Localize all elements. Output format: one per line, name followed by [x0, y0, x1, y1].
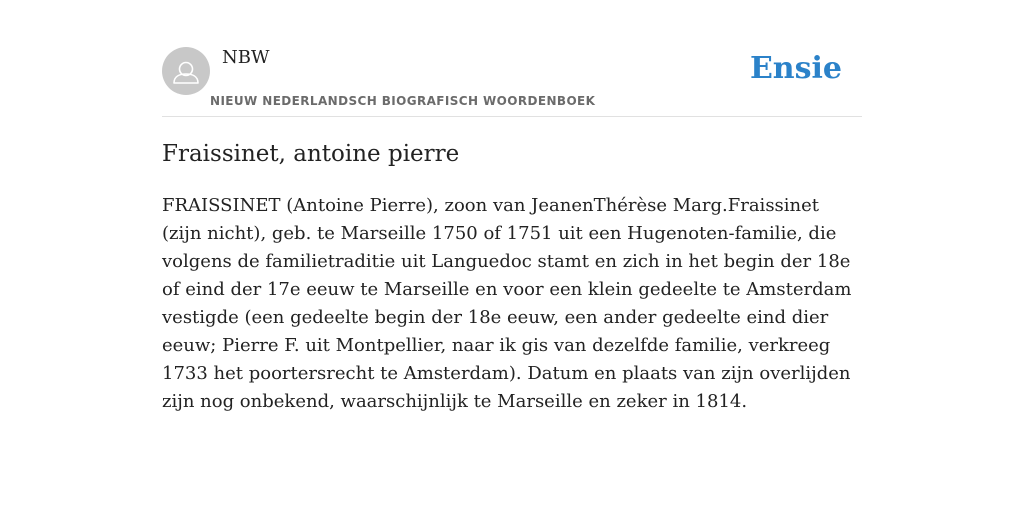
source-full-name: NIEUW NEDERLANDSCH BIOGRAFISCH WOORDENBOEK — [210, 94, 596, 108]
article-title: Fraissinet, antoine pierre — [162, 141, 460, 167]
ensie-logo[interactable]: Ensie — [749, 51, 842, 86]
source-name[interactable]: NBW — [222, 47, 270, 68]
source-avatar[interactable] — [162, 47, 210, 95]
article-body: FRAISSINET (Antoine Pierre), zoon van JeanenThérèse Marg.Fraissinet (zijn nicht), geb. te Marseille 1750 of 1751 uit een Hugenoten-familie, die volgens de familietraditie uit Languedoc stamt en zich in het begin der 18e of eind der 17e eeuw te Marseille en voor een klein gedeelte te Amsterdam vestigde (een gedeelte begin der 18e eeuw, een ander gedeelte eind dier eeuw; Pierre F. uit Montpellier, naar ik gis van dezelfde familie, verkreeg 1733 het poortersrecht te Amsterdam). Datum en plaats van zijn overlijden zijn nog onbekend, waarschijnlijk te Marseille en zeker in 1814. — [162, 195, 852, 412]
source-header — [162, 40, 862, 117]
user-icon — [162, 47, 210, 95]
